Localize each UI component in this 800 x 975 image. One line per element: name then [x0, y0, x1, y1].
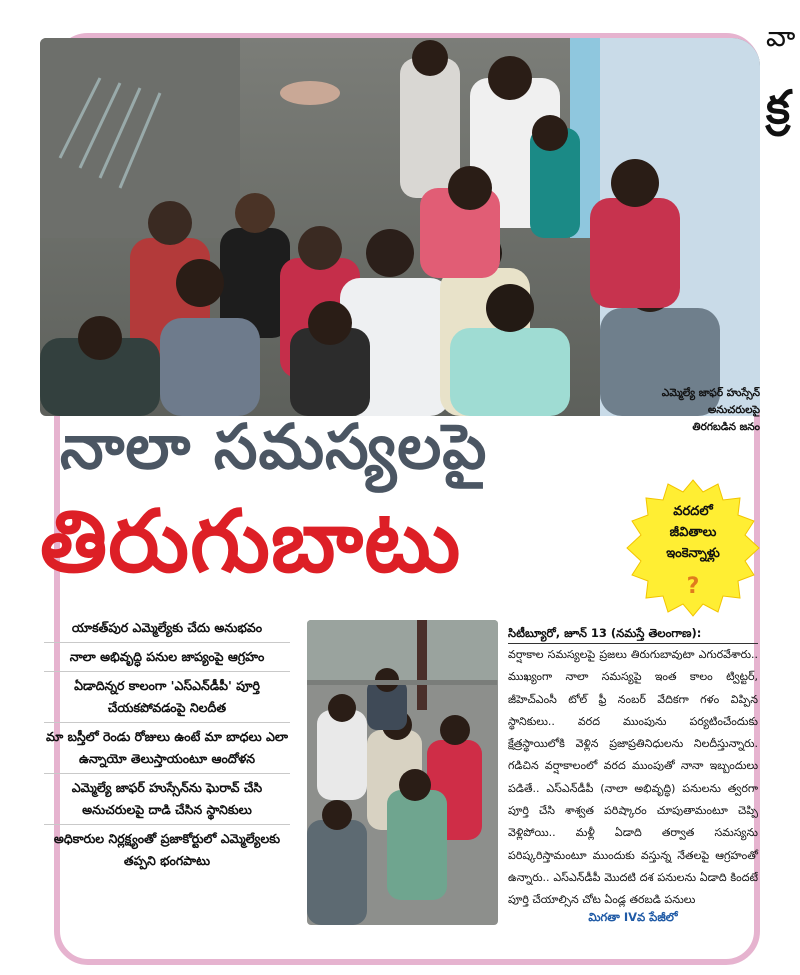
headline-line-1: నాలా సమస్యలపై [60, 410, 488, 483]
secondary-photo [307, 620, 498, 925]
flood-badge [623, 478, 763, 618]
highlight-item: ఎమ్మెల్యే జాఫర్ హుస్సేన్‌ను ఘెరావ్ చేసి అనుచరులపై దాడి చేసిన స్థానికులు [44, 774, 290, 825]
highlight-item: అధికారుల నిర్లక్ష్యంతో ప్రజాకోర్టులో ఎమ్మెల్యేలకు తప్పని భంగపాటు [53, 831, 281, 868]
continued-note[interactable]: మిగతా IVవ పేజీలో [588, 909, 678, 924]
highlight-item: మా బస్తీలో రెండు రోజులు ఉంటే మా బాధలు ఎలా ఉన్నాయో తెలుస్తాయంటూ ఆందోళన [44, 723, 290, 774]
highlight-item: ఏడాదిన్నర కాలంగా 'ఎస్‌ఎన్‌డీపీ' పూర్తి చేయకపోవడంపై నిలదీత [44, 672, 290, 723]
caption-line: తిరగబడిన జనం [692, 421, 760, 433]
main-photo [40, 38, 760, 416]
dateline: సిటీబ్యూరో, జూన్ 13 (నమస్తే తెలంగాణ): [508, 624, 758, 644]
adjacent-heading-part: వా [766, 20, 796, 53]
caption-line: ఎమ్మెల్యే జాఫర్ హుస్సేన్ [661, 387, 760, 399]
question-mark: ? [686, 574, 700, 599]
photo-caption [612, 385, 760, 437]
badge-line: వరదలో [673, 504, 713, 519]
highlights-list [44, 614, 290, 875]
adjacent-column [760, 0, 800, 975]
article-body: వర్షాకాల సమస్యలపై ప్రజలు తిరుగుబావుటా ఎగురవేశారు.. ముఖ్యంగా నాలా సమస్యపై ఇంత కాలం ట్విట్టర్, జీహెచ్ఎంసీ టోల్ ఫ్రీ నంబర్ వేదికగా గళం విప్పిన స్థానికులు.. వరద ముంపును పర్యటించేందుకు క్షేత్రస్థాయిలోకి వెళ్లిన ప్రజాప్రతినిధులను నిలదీస్తున్నారు. గడిచిన వర్షాకాలంలో వరద ముంపుతో నానా ఇబ్బందులు పడితే.. ఎస్‌ఎన్‌డీపీ (నాలా అభివృద్ధి) పనులను త్వరగా పూర్తి చేసి శాశ్వత పరిష్కారం చూపుతామంటూ చెప్పి వెళ్లిపోయి.. మళ్లీ ఏడాది తర్వాత సమస్యను పరిష్కరిస్తామంటూ ముందుకు వస్తున్న నేతలపై ఆగ్రహంతో ఉన్నారు.. ఎస్‌ఎన్‌డీపీ మొదటి దశ పనులను ఏడాది కిందటే పూర్తి చేయాల్సిన చోట ఏండ్ల తరబడి పనులు [508, 648, 758, 907]
adjacent-heading-part: క్ర [766, 80, 791, 134]
headline-line-2: తిరుగుబాటు [40, 492, 462, 592]
article-column [508, 624, 758, 927]
badge-line: ఇంకెన్నాళ్లు [666, 546, 720, 561]
highlight-item: నాలా అభివృద్ధి పనుల జాప్యంపై ఆగ్రహం [44, 643, 290, 672]
highlight-item: యాకత్‌పుర ఎమ్మెల్యేకు చేదు అనుభవం [44, 614, 290, 643]
badge-line: జీవితాలు [669, 525, 717, 540]
caption-line: అనుచరులపై [707, 404, 760, 416]
